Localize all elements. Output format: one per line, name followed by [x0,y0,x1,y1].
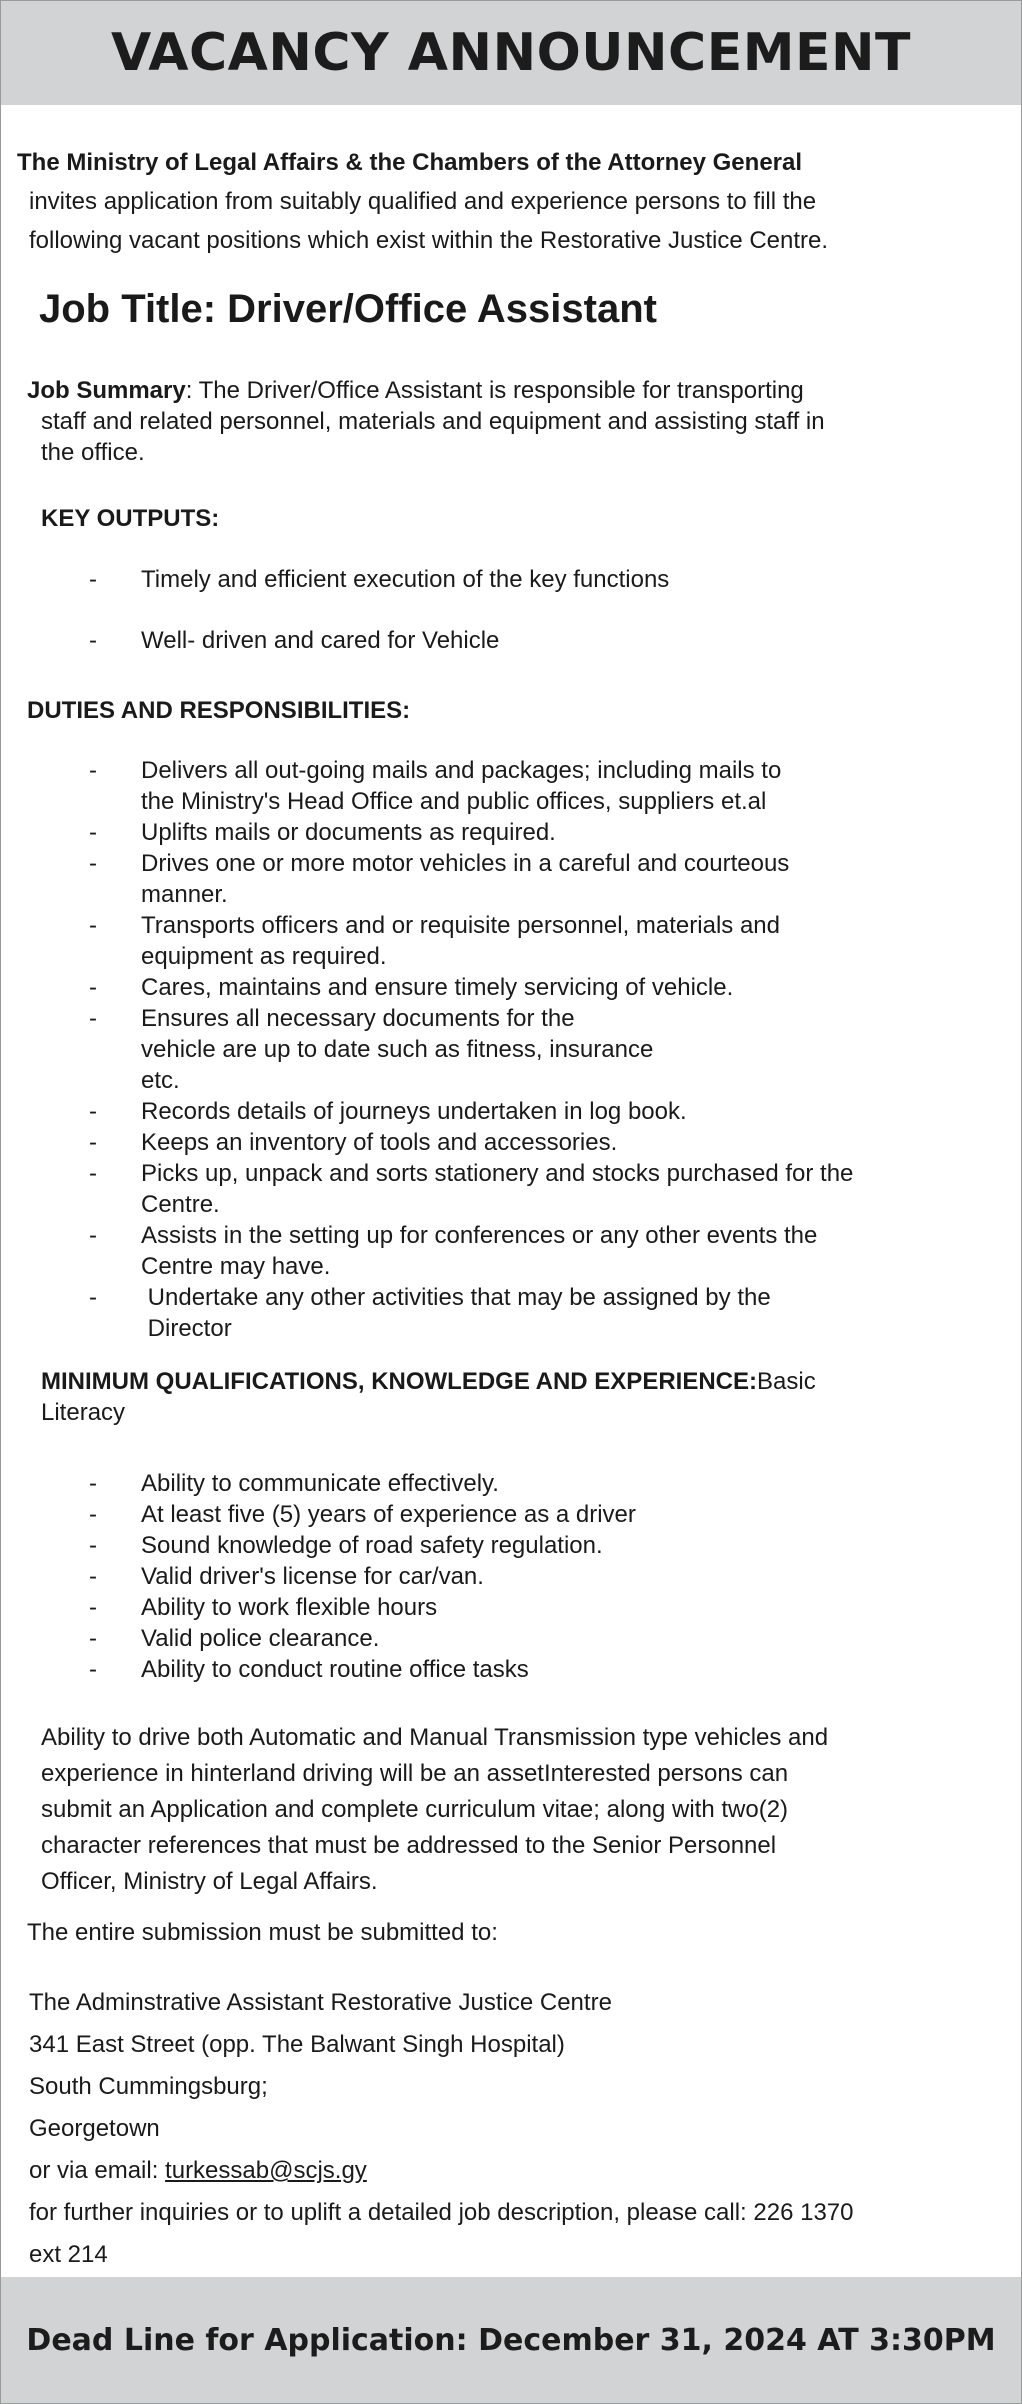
inquiries-line: for further inquiries or to uplift a detailed job description, please call: 226 1370 [29,2199,854,2226]
list-item: Sound knowledge of road safety regulation. [141,1532,603,1559]
job-title: Job Title: Driver/Office Assistant [39,287,657,331]
bullet-dash: - [89,566,97,593]
email-line [29,2155,367,2186]
list-item: Keeps an inventory of tools and accessories. [141,1129,618,1156]
footer-banner [1,2277,1021,2403]
list-item: Records details of journeys undertaken in log book. [141,1098,687,1125]
list-item: Undertake any other activities that may be assigned by the [141,1284,771,1311]
list-item-continued: equipment as required. [141,943,387,970]
deadline-text: Dead Line for Application: December 31, 2024 AT 3:30PM [26,2322,996,2358]
bullet-dash: - [89,1129,97,1156]
closing-line-3: submit an Application and complete curriculum vitae; along with two(2) [41,1796,789,1823]
list-item: Drives one or more motor vehicles in a careful and courteous [141,850,790,877]
job-summary-line-1 [27,375,804,406]
address-line-4: Georgetown [29,2115,160,2142]
bullet-dash: - [89,850,97,877]
bullet-dash: - [89,1594,97,1621]
job-summary-line-3: the office. [41,439,145,466]
list-item: Timely and efficient execution of the key functions [141,566,670,593]
bullet-dash: - [89,1501,97,1528]
header-banner [1,1,1021,105]
bullet-dash: - [89,1160,97,1187]
key-outputs-heading: KEY OUTPUTS: [41,505,220,532]
bullet-dash: - [89,974,97,1001]
list-item: Uplifts mails or documents as required. [141,819,556,846]
address-line-2: 341 East Street (opp. The Balwant Singh Hospital) [29,2031,565,2058]
address-line-1: The Adminstrative Assistant Restorative Justice Centre [29,1989,612,2016]
list-item: Transports officers and or requisite personnel, materials and [141,912,780,939]
job-summary-line-2: staff and related personnel, materials and equipment and assisting staff in [41,408,825,435]
list-item: Ability to work flexible hours [141,1594,438,1621]
bullet-dash: - [89,1470,97,1497]
page-title: VACANCY ANNOUNCEMENT [111,23,911,83]
list-item-continued: Director [141,1315,232,1342]
list-item: Cares, maintains and ensure timely servicing of vehicle. [141,974,734,1001]
bullet-dash: - [89,1563,97,1590]
list-item: At least five (5) years of experience as a driver [141,1501,636,1528]
closing-line-4: character references that must be addressed to the Senior Personnel [41,1832,777,1859]
list-item: Assists in the setting up for conferences or any other events the [141,1222,818,1249]
intro-organization: The Ministry of Legal Affairs & the Chambers of the Attorney General [17,149,803,176]
bullet-dash: - [89,1222,97,1249]
qualifications-heading-line [41,1366,816,1397]
list-item: Well- driven and cared for Vehicle [141,627,500,654]
list-item: Ability to conduct routine office tasks [141,1656,529,1683]
list-item-continued: the Ministry's Head Office and public offices, suppliers et.al [141,788,767,815]
bullet-dash: - [89,1532,97,1559]
list-item: Valid police clearance. [141,1625,380,1652]
list-item: Picks up, unpack and sorts stationery and stocks purchased for the [141,1160,854,1187]
closing-line-1: Ability to drive both Automatic and Manual Transmission type vehicles and [41,1724,829,1751]
qualifications-heading-tail: Basic [757,1368,816,1395]
bullet-dash: - [89,1098,97,1125]
list-item-continued: Centre may have. [141,1253,331,1280]
email-link[interactable]: turkessab@scjs.gy [165,2157,367,2184]
submission-instruction: The entire submission must be submitted to: [27,1919,498,1946]
bullet-dash: - [89,627,97,654]
closing-line-5: Officer, Ministry of Legal Affairs. [41,1868,378,1895]
address-line-3: South Cummingsburg; [29,2073,268,2100]
duties-heading: DUTIES AND RESPONSIBILITIES: [27,697,411,724]
list-item-continued: etc. [141,1067,180,1094]
intro-line-2: invites application from suitably qualified and experience persons to fill the [29,188,817,215]
list-item: Valid driver's license for car/van. [141,1563,484,1590]
qualifications-heading: MINIMUM QUALIFICATIONS, KNOWLEDGE AND EXPERIENCE: [41,1368,757,1395]
list-item: Ensures all necessary documents for the [141,1005,575,1032]
bullet-dash: - [89,1656,97,1683]
list-item-continued: vehicle are up to date such as fitness, insurance [141,1036,654,1063]
bullet-dash: - [89,819,97,846]
job-summary-label: Job Summary [27,377,186,404]
qualifications-heading-line-2: Literacy [41,1399,126,1426]
closing-line-2: experience in hinterland driving will be an assetInterested persons can [41,1760,789,1787]
email-prefix: or via email: [29,2157,166,2184]
bullet-dash: - [89,1005,97,1032]
list-item-continued: manner. [141,881,228,908]
bullet-dash: - [89,757,97,784]
list-item-continued: Centre. [141,1191,220,1218]
intro-line-3: following vacant positions which exist within the Restorative Justice Centre. [29,227,829,254]
list-item: Delivers all out-going mails and packages; including mails to [141,757,782,784]
job-summary-text: : The Driver/Office Assistant is responsible for transporting [185,377,804,404]
bullet-dash: - [89,1284,97,1311]
bullet-dash: - [89,1625,97,1652]
inquiries-ext: ext 214 [29,2241,108,2268]
bullet-dash: - [89,912,97,939]
list-item: Ability to communicate effectively. [141,1470,499,1497]
